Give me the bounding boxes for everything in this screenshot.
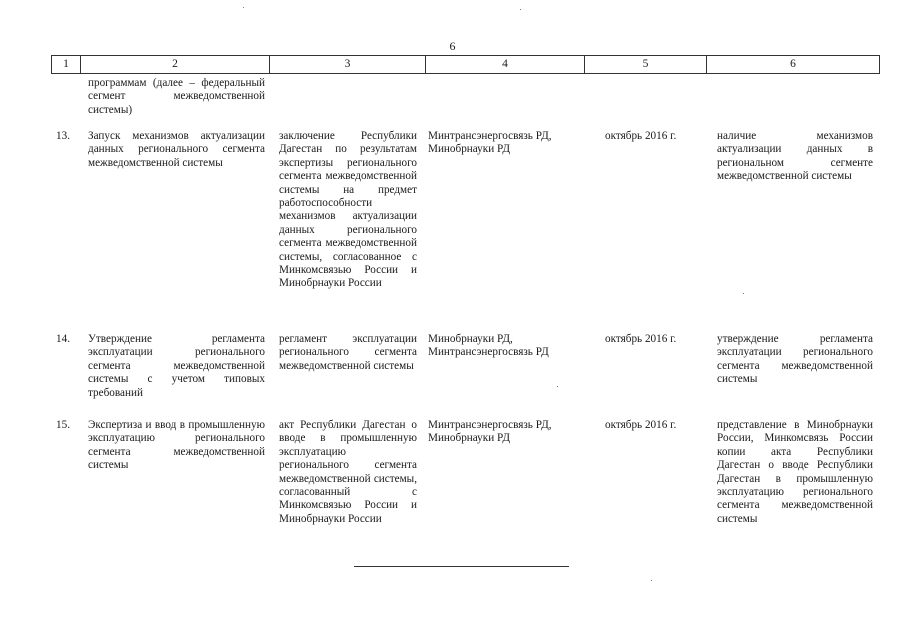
header-col-4: 4 (426, 56, 585, 73)
row-document: акт Республики Дагестан о вводе в промышленную эксплуатацию регионального сегмента межведомственной системы, согласованный с Минкомсвязью России и Минобрнауки России (279, 419, 417, 525)
scan-speck (651, 580, 652, 581)
row-deadline: октябрь 2016 г. (605, 419, 677, 431)
row-task: Утверждение регламента эксплуатации регионального сегмента межведомственной системы с учетом типовых требований (88, 333, 265, 399)
row-deadline: октябрь 2016 г. (605, 130, 677, 142)
scan-speck (743, 293, 744, 294)
header-col-1: 1 (52, 56, 81, 73)
table-header-row (51, 55, 880, 74)
row-task: Экспертиза и ввод в промышленную эксплуатацию регионального сегмента межведомственной системы (88, 419, 265, 472)
scan-speck (243, 7, 244, 8)
row-responsible: Минтрансэнергосвязь РД, Минобрнауки РД (428, 419, 552, 445)
row-document: заключение Республики Дагестан по результатам экспертизы регионального сегмента межведомственной системы на предмет работоспособности механизмов актуализации данных регионального сегмента межведомственной системы, согласованное с Минкомсвязью России и Минобрнауки России (279, 130, 417, 290)
header-col-6: 6 (707, 56, 880, 73)
row-result: утверждение регламента эксплуатации регионального сегмента межведомственной системы (717, 333, 873, 386)
row-number: 14. (56, 333, 70, 345)
row-document: регламент эксплуатации регионального сегмента межведомственной системы (279, 333, 417, 372)
header-col-5: 5 (585, 56, 707, 73)
row-result: представление в Минобрнауки России, Минкомсвязь России копии акта Республики Дагестан о вводе Республики Дагестан в промышленную эксплуатацию регионального сегмента межведомственной системы (717, 419, 873, 525)
header-col-3: 3 (270, 56, 426, 73)
row-number: 15. (56, 419, 70, 431)
row-task: Запуск механизмов актуализации данных регионального сегмента межведомственной системы (88, 130, 265, 169)
scan-speck (557, 386, 558, 387)
scan-speck (520, 9, 521, 10)
page-number: 6 (449, 39, 456, 53)
row-responsible: Минтрансэнергосвязь РД, Минобрнауки РД (428, 130, 552, 156)
footer-rule (354, 566, 569, 567)
row-responsible: Минобрнауки РД, Минтрансэнергосвязь РД (428, 333, 549, 359)
row-number: 13. (56, 130, 70, 142)
header-col-2: 2 (81, 56, 270, 73)
continuation-text: программам (далее – федеральный сегмент межведомственной системы) (88, 77, 265, 116)
row-deadline: октябрь 2016 г. (605, 333, 677, 345)
row-result: наличие механизмов актуализации данных в региональном сегменте межведомственной системы (717, 130, 873, 183)
